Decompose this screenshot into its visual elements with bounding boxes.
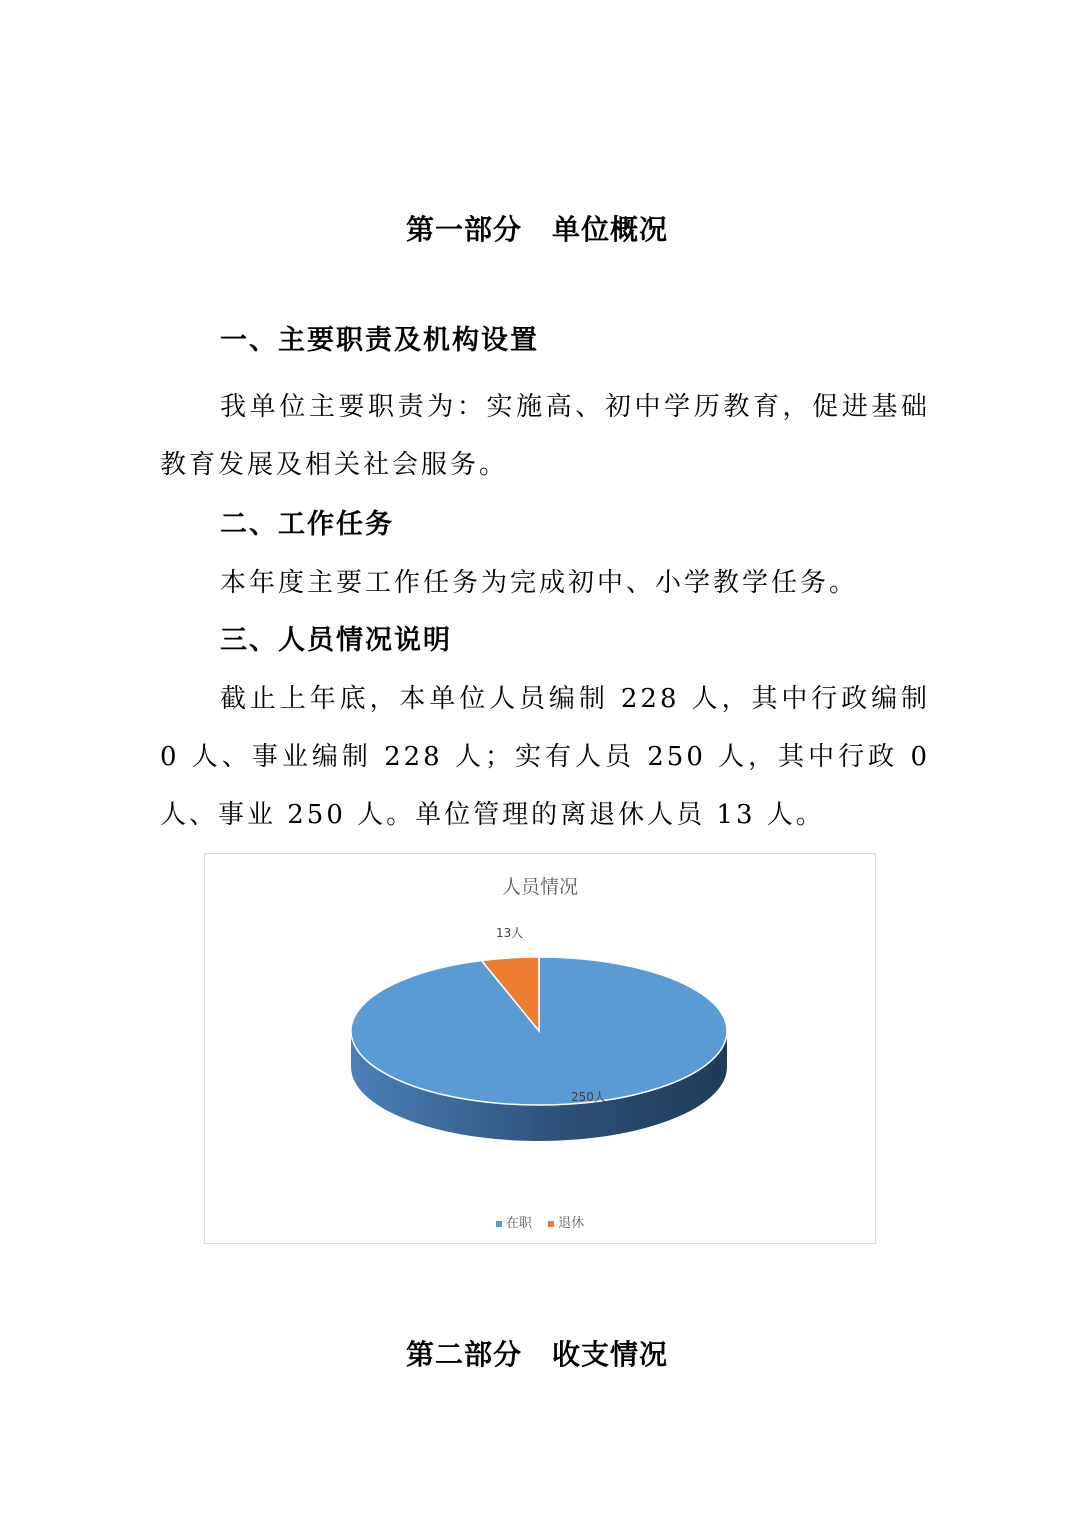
legend-item-active [496, 1212, 532, 1231]
section1-text: 我单位主要职责为：实施高、初中学历教育，促进基础教育发展及相关社会服务。 [160, 392, 930, 480]
section3-text: 截止上年底，本单位人员编制 228 人，其中行政编制 0 人、事业编制 228 人；实有人员 250 人，其中行政 0 人、事业 250 人。单位管理的离退休人员 13 人。 [160, 684, 930, 830]
legend-swatch-active [496, 1221, 502, 1227]
chart-title: 人员情况 [501, 876, 578, 898]
part2-number: 第二部分 [405, 1338, 522, 1371]
legend-item-retired [548, 1212, 584, 1231]
section2-heading: 二、工作任务 [220, 509, 394, 540]
personnel-chart [204, 853, 876, 1244]
legend-label-active: 在职 [505, 1216, 532, 1231]
part1-name: 单位概况 [552, 213, 669, 246]
chart-legend [205, 1212, 875, 1231]
section1-heading: 一、主要职责及机构设置 [220, 325, 539, 356]
part2-title [0, 1335, 1074, 1375]
data-label-retired: 13人 [496, 926, 524, 940]
section3-heading: 三、人员情况说明 [220, 625, 452, 656]
section2-text: 本年度主要工作任务为完成初中、小学教学任务。 [220, 568, 859, 598]
part2-name: 收支情况 [552, 1338, 669, 1371]
legend-label-retired: 退休 [558, 1216, 585, 1231]
pie-chart-svg [205, 854, 875, 1243]
data-label-active: 250人 [571, 1090, 606, 1104]
part1-title [0, 210, 1074, 250]
part1-number: 第一部分 [405, 213, 522, 246]
legend-swatch-retired [548, 1221, 554, 1227]
